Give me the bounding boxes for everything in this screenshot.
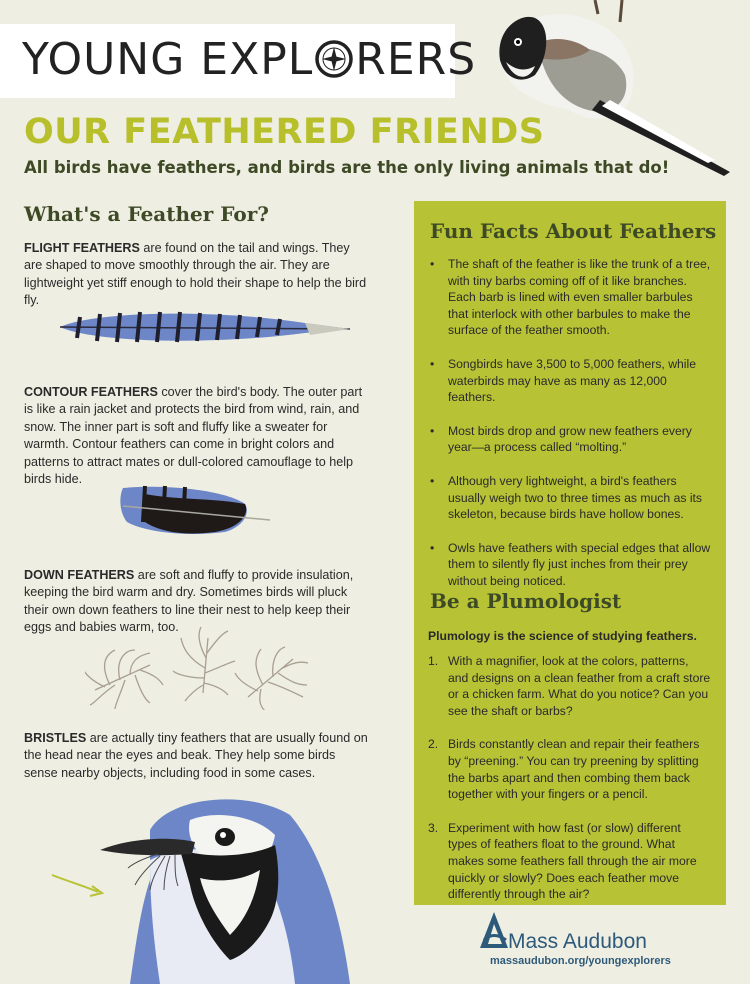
list-item xyxy=(428,820,712,903)
list-item: • Owls have feathers with special edges that allow them to silently fly just inches from their prey without being noticed. xyxy=(428,540,712,590)
bristles-term: BRISTLES xyxy=(24,731,87,745)
plumology-steps xyxy=(428,653,712,920)
page-title: OUR FEATHERED FRIENDS xyxy=(24,112,545,152)
down-feathers-term: DOWN FEATHERS xyxy=(24,568,135,582)
bristles-paragraph xyxy=(24,730,369,782)
list-item: • Although very lightweight, a bird's feathers usually weigh two to three times as much as its skeleton, because birds have hollow bones. xyxy=(428,473,712,523)
list-item xyxy=(428,736,712,802)
down-feathers-text: are soft and fluffy to provide insulation, keeping the bird warm and dry. Sometimes birds will pluck their own down feathers to line their nest to help keep their eggs and babies warm, too. xyxy=(24,568,354,635)
brand-left: YOUNG EXPL xyxy=(22,34,314,85)
bristles-text: are actually tiny feathers that are usually found on the head near the eyes and beak. They help some birds sense nearby objects, including food in some cases. xyxy=(24,731,368,780)
chickadee-illustration xyxy=(480,0,750,180)
contour-feather-illustration xyxy=(115,482,275,538)
list-item xyxy=(428,653,712,719)
list-item: • Songbirds have 3,500 to 5,000 feathers, while waterbirds may have as many as 12,000 feathers. xyxy=(428,356,712,406)
step-number: 2. xyxy=(428,737,439,752)
contour-feathers-paragraph xyxy=(24,384,369,488)
org-name: Mass Audubon xyxy=(508,930,647,953)
org-url[interactable]: massaudubon.org/youngexplorers xyxy=(490,955,671,967)
flight-feather-illustration xyxy=(55,305,355,350)
flight-feathers-term: FLIGHT FEATHERS xyxy=(24,241,140,255)
step-text: Experiment with how fast (or slow) different types of feathers float to the ground. What makes some feathers fall through the air more quickly or slowly? Does each feather move differently through the air? xyxy=(448,820,697,902)
mass-audubon-logo-icon xyxy=(478,910,510,950)
list-item: • The shaft of the feather is like the trunk of a tree, with tiny barbs coming off of it like branches. Each barb is lined with even smaller barbules that interlock with other barbules to make the surface of the feather smooth. xyxy=(428,256,712,339)
fun-facts-panel xyxy=(414,201,726,905)
down-feathers-illustration xyxy=(85,625,315,710)
step-text: With a magnifier, look at the colors, patterns, and designs on a clean feather from a craft store or a chicken farm. What do you notice? Can you see the shaft or barbs? xyxy=(448,654,711,718)
contour-feathers-text: cover the bird's body. The outer part is like a rain jacket and protects the bird from wind, rain, and snow. The inner part is soft and fluffy like a sweater for warmth. Contour feathers can come in bright colors and patterns to attract mates or dull-colored camouflage to help birds hide. xyxy=(24,385,363,487)
flight-feathers-text: are found on the tail and wings. They are shaped to move smoothly through the air. They are lightweight yet stiff enough to hold their shape to help the bird fly. xyxy=(24,241,367,308)
step-text: Birds constantly clean and repair their feathers by “preening.” You can try preening by splitting the barbs apart and then combing them back together with your fingers or a pencil. xyxy=(448,737,700,802)
flight-feathers-paragraph xyxy=(24,240,369,310)
step-number: 1. xyxy=(428,654,439,668)
brand-wordmark xyxy=(22,34,476,85)
brand-right: RERS xyxy=(355,34,477,85)
section-heading-feather-for: What's a Feather For? xyxy=(24,202,269,226)
fun-facts-list xyxy=(428,256,712,607)
contour-feathers-term: CONTOUR FEATHERS xyxy=(24,385,158,399)
compass-icon xyxy=(314,39,354,79)
blue-jay-illustration xyxy=(40,790,360,984)
plumologist-heading: Be a Plumologist xyxy=(430,589,622,613)
fun-facts-heading: Fun Facts About Feathers xyxy=(430,219,717,243)
plumology-intro: Plumology is the science of studying feathers. xyxy=(428,629,697,643)
page-subtitle: All birds have feathers, and birds are the only living animals that do! xyxy=(24,158,670,177)
list-item: • Most birds drop and grow new feathers every year—a process called “molting.” xyxy=(428,423,712,456)
step-number: 3. xyxy=(428,820,439,835)
